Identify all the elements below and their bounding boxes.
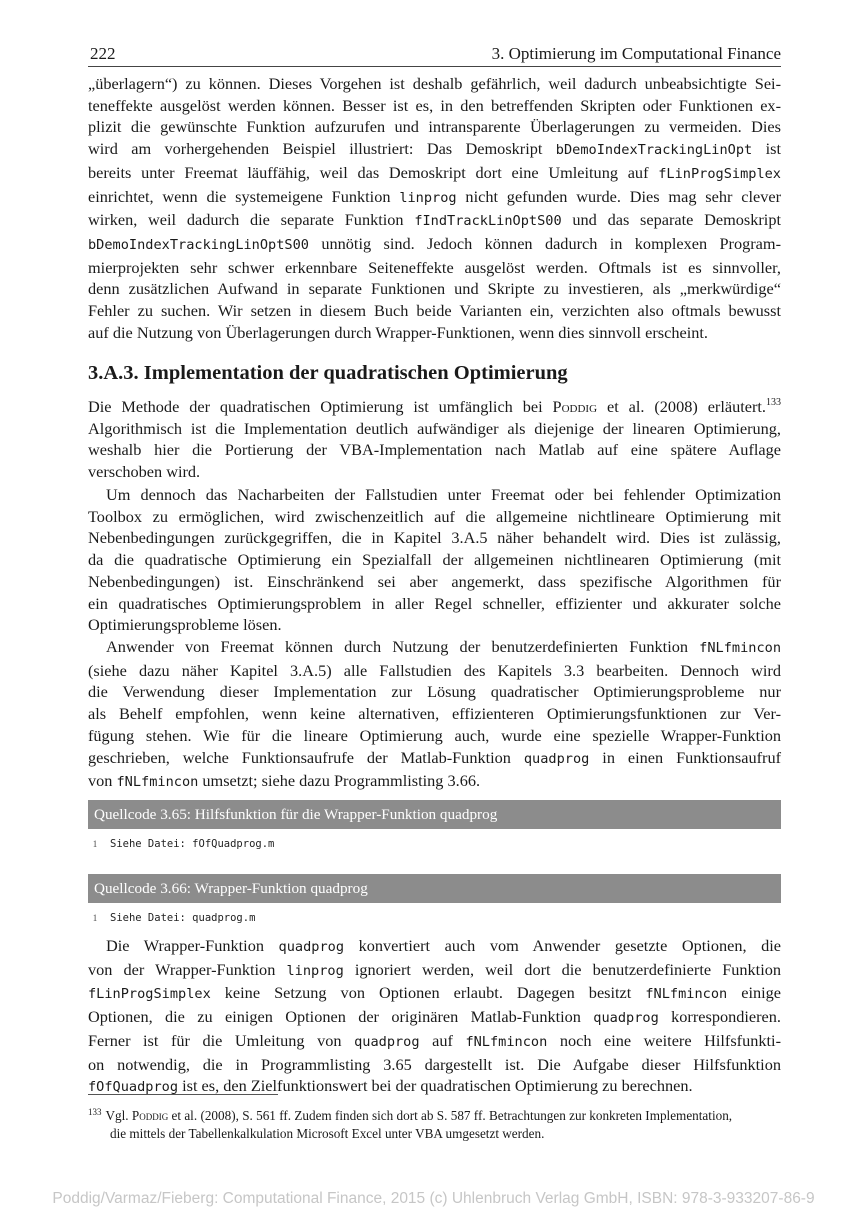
inline-code: linprog — [399, 189, 457, 206]
text-run: mierprojekten sehr schwer erkennbare Seiteneffekte ausgelöst werden. Oftmals ist es sinnvoller, — [88, 257, 781, 277]
text-run: denn zusätzlichen Aufwand in separate Funktionen und Skripte zu investieren, als „merkwürdige“ — [88, 279, 781, 299]
text-run: von der Wrapper-Funktion — [88, 959, 287, 979]
footnote-reference: 133 — [766, 397, 781, 408]
listing-code-line — [88, 912, 255, 924]
text-line — [88, 935, 781, 959]
text-run: und das separate Demoskript — [561, 210, 781, 230]
inline-code: fNLfmincon — [116, 774, 199, 791]
line-number: 1 — [92, 913, 98, 923]
text-run: auf die Nutzung von Überlagerungen durch Wrapper-Funktionen, wenn dies sinnvoll erscheint. — [88, 322, 708, 342]
text-run: ein quadratisches Optimierungsproblem in aller Regel schneller, effizienter und akkurater solche — [88, 593, 781, 613]
text-run: Vgl. — [105, 1108, 132, 1123]
footnote-number: 133 — [88, 1107, 102, 1117]
text-run: Die Methode der quadratischen Optimierung ist umfänglich bei — [88, 397, 553, 416]
text-line — [88, 418, 781, 440]
text-run: ist es, den Zielfunktionswert bei der quadratischen Optimierung zu berechnen. — [178, 1076, 693, 1096]
paragraph-wrapper-options — [88, 935, 781, 1099]
code-text: Siehe Datei: fOfQuadprog.m — [110, 838, 275, 850]
text-line — [88, 186, 781, 210]
section-heading: 3.A.3. Implementation der quadratischen Optimierung — [88, 362, 568, 384]
text-run: fügung stehen. Wie für die lineare Optimierung auch, wurde eine spezielle Wrapper-Funktion — [88, 725, 781, 745]
inline-code: fNLfmincon — [645, 986, 728, 1003]
text-line — [88, 278, 781, 300]
inline-code: bDemoIndexTrackingLinOpt — [555, 142, 753, 159]
inline-code: fNLfmincon — [465, 1033, 548, 1050]
text-run: als Behelf empfohlen, wenn keine alternativen, effizienteren Optimierungsfunktionen zur Ver- — [88, 704, 781, 724]
text-run: einige — [727, 983, 781, 1003]
inline-code: fLinProgSimplex — [88, 986, 211, 1003]
inline-code: fIndTrackLinOptS00 — [414, 213, 562, 230]
text-line — [88, 614, 781, 636]
text-line — [88, 660, 781, 682]
text-line — [88, 461, 781, 483]
text-line — [88, 1006, 781, 1030]
inline-code: quadprog — [593, 1010, 659, 1027]
paragraph-intro-quadratic — [88, 396, 781, 483]
text-line — [88, 116, 781, 138]
page-number: 222 — [90, 44, 116, 63]
text-run: ist — [752, 139, 781, 159]
text-line — [88, 571, 781, 593]
text-run: geschrieben, welche Funktionsaufrufe der Matlab-Funktion — [88, 747, 524, 767]
text-run: et al. (2008) erläutert. — [597, 397, 766, 416]
text-line — [88, 439, 781, 461]
text-run: Fehler zu suchen. Wir setzen in diesem Buch beide Varianten ein, verzichten also oftmals bewusst — [88, 301, 781, 321]
text-line — [88, 982, 781, 1006]
text-line — [88, 1030, 781, 1054]
text-run: noch eine weitere Hilfsfunkti- — [547, 1030, 781, 1050]
text-line — [88, 593, 781, 615]
text-run: konvertiert auch vom Anwender gesetzte Optionen, die — [344, 936, 781, 955]
text-run: keine Setzung von Optionen erlaubt. Dagegen besitzt — [210, 983, 646, 1003]
text-run: Nebenbedingungen) ist. Einschränkend sei aber angemerkt, dass spezifische Algorithmen für — [88, 571, 781, 591]
text-line — [88, 162, 781, 186]
inline-code: quadprog — [523, 750, 590, 767]
text-run: plizit die gewünschte Funktion aufzurufen und intransparente Überlagerungen zu vermeiden. Dies — [88, 117, 781, 137]
listing-code-line — [88, 838, 274, 850]
code-text: Siehe Datei: quadprog.m — [110, 912, 256, 924]
text-run: ignoriert werden, weil dort die benutzerdefinierte Funktion — [343, 959, 781, 979]
inline-code: quadprog — [278, 939, 345, 955]
text-run: bereits unter Freemat läuffähig, weil das Demoskript dort eine Umleitung auf — [88, 162, 659, 182]
text-line — [88, 747, 781, 771]
text-line — [88, 484, 781, 506]
text-run: verschoben wird. — [88, 462, 201, 482]
text-run: auf — [419, 1030, 466, 1050]
text-run: weshalb hier die Portierung der VBA-Implementation nach Matlab auf eine spätere Auflage — [88, 440, 781, 460]
text-line — [88, 527, 781, 549]
footnote-line-1 — [106, 1108, 733, 1123]
text-line — [88, 636, 781, 660]
footnote-line-2: die mittels der Tabellenkalkulation Microsoft Excel unter VBA umgesetzt werden. — [110, 1125, 545, 1141]
text-line — [88, 233, 781, 257]
text-run: (siehe dazu näher Kapitel 3.A.5) alle Fallstudien des Kapitels 3.3 bearbeiten. Dennoch wird — [88, 660, 781, 680]
line-number: 1 — [92, 839, 98, 849]
inline-code: linprog — [286, 962, 344, 979]
text-run: einrichtet, wenn die systemeigene Funktion — [88, 186, 400, 206]
text-run: nicht gefunden wurde. Dies mag sehr clever — [456, 186, 781, 206]
text-line — [88, 681, 781, 703]
text-line — [88, 703, 781, 725]
text-run: unnötig sind. Jedoch können dadurch in komplexen Program- — [308, 233, 781, 253]
chapter-title: 3. Optimierung im Computational Finance — [491, 44, 781, 63]
footnote-separator — [88, 1094, 278, 1095]
text-line — [88, 95, 781, 117]
inline-code: fNLfmincon — [699, 640, 781, 656]
text-run: Toolbox zu ermöglichen, wird zwischenzeitlich auf die allgemeine nichtlineare Optimierung mit — [88, 506, 781, 526]
text-line — [88, 1075, 781, 1099]
text-run: die Verwendung dieser Implementation zur Lösung quadratischer Optimierungsprobleme nur — [88, 682, 781, 702]
text-run: korrespondieren. — [658, 1007, 781, 1027]
text-run: von — [88, 771, 117, 791]
text-line — [88, 257, 781, 279]
paragraph-freemat-fallback — [88, 484, 781, 636]
inline-code: quadprog — [354, 1033, 420, 1050]
listing-caption-3-65: Quellcode 3.65: Hilfsfunktion für die Wrapper-Funktion quadprog — [88, 800, 781, 829]
text-line — [88, 725, 781, 747]
inline-code: fLinProgSimplex — [658, 165, 781, 182]
text-run: Ferner ist für die Umleitung von — [88, 1030, 355, 1050]
text-line — [88, 396, 781, 418]
text-run: Optionen, die zu einigen Optionen der originären Matlab-Funktion — [88, 1007, 594, 1027]
text-line — [88, 322, 781, 344]
text-run: Anwender von Freemat können durch Nutzung der benutzerdefinierten Funktion — [106, 637, 700, 656]
text-line — [88, 73, 781, 95]
text-line — [88, 1054, 781, 1076]
text-run: on notwendig, die in Programmlisting 3.65 dargestellt ist. Die Aufgabe dieser Hilfsfunktion — [88, 1054, 781, 1074]
copyright-watermark: Poddig/Varmaz/Fieberg: Computational Finance, 2015 (c) Uhlenbruch Verlag GmbH, ISBN: 978-3-933207-86-9 — [52, 1190, 815, 1207]
text-run: Um dennoch das Nacharbeiten der Fallstudien unter Freemat oder bei fehlender Optimization — [106, 485, 781, 504]
text-run: Die Wrapper-Funktion — [106, 936, 279, 955]
author-name: Poddig — [552, 397, 598, 416]
text-run: Nebenbedingungen zurückgegriffen, die in Kapitel 3.A.5 näher behandelt wird. Dies ist zulässig, — [88, 528, 781, 548]
text-run: Optimierungsprobleme lösen. — [88, 615, 282, 635]
inline-code: fOfQuadprog — [88, 1079, 179, 1096]
text-line — [88, 770, 781, 794]
author-name: Poddig — [131, 1108, 169, 1123]
inline-code: bDemoIndexTrackingLinOptS00 — [88, 236, 309, 253]
text-line — [88, 549, 781, 571]
text-line — [88, 959, 781, 983]
listing-caption-3-66: Quellcode 3.66: Wrapper-Funktion quadprog — [88, 874, 781, 903]
footnote-133 — [88, 1104, 781, 1142]
paragraph-fnlfmincon-usage — [88, 636, 781, 794]
text-run: Algorithmisch ist die Implementation deutlich aufwändiger als diejenige der linearen Optimierung, — [88, 418, 781, 438]
text-line — [88, 506, 781, 528]
text-run: in einen Funktionsaufruf — [589, 747, 782, 767]
text-run: et al. (2008), S. 561 ff. Zudem finden sich dort ab S. 587 ff. Betrachtungen zur konkreten Implementation, — [168, 1108, 733, 1123]
text-run: umsetzt; siehe dazu Programmlisting 3.66. — [198, 771, 481, 791]
text-run: wirken, weil dadurch die separate Funktion — [88, 210, 415, 230]
text-line — [88, 209, 781, 233]
paragraph-overlay-warning — [88, 73, 781, 343]
text-run: wird am vorhergehenden Beispiel illustriert: Das Demoskript — [88, 139, 556, 159]
running-header — [88, 44, 781, 67]
text-run: „überlagern“) zu können. Dieses Vorgehen ist deshalb gefährlich, weil dadurch unbeabsichtigte Sei- — [88, 74, 781, 93]
text-line — [88, 300, 781, 322]
text-run: da die quadratische Optimierung ein Spezialfall der allgemeinen nichtlinearen Optimierung (mit — [88, 550, 781, 570]
text-line — [88, 138, 781, 162]
text-run: teneffekte ausgelöst werden können. Besser ist es, in den betreffenden Skripten oder Funktionen ex- — [88, 95, 781, 115]
